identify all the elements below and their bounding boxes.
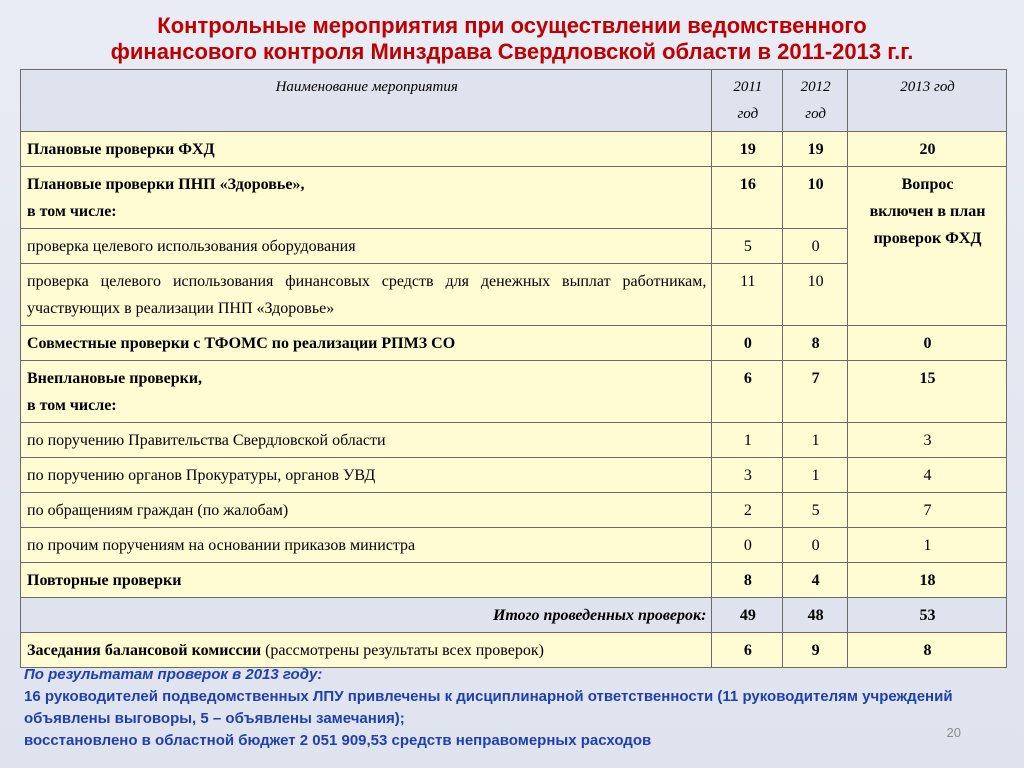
header-2011: 2011 год [712, 70, 783, 132]
cell-2011: 8 [712, 563, 783, 598]
cell-2011: 5 [712, 229, 783, 264]
cell-2011: 11 [712, 264, 783, 326]
cell-2013: 15 [848, 361, 1007, 423]
cell-2012: 1 [783, 458, 848, 493]
cell-2011: 3 [712, 458, 783, 493]
cell-2012: 8 [783, 326, 848, 361]
table-row [21, 423, 1007, 458]
row-name: Плановые проверки ФХД [21, 132, 712, 167]
cell-2012: 4 [783, 563, 848, 598]
table-row [21, 563, 1007, 598]
cell-2012: 48 [783, 598, 848, 633]
cell-2012: 7 [783, 361, 848, 423]
cell-2012: 10 [783, 167, 848, 229]
cell-2011: 19 [712, 132, 783, 167]
table-row [21, 493, 1007, 528]
row-name: Плановые проверки ПНП «Здоровье», в том числе: [21, 167, 712, 229]
cell-2011: 0 [712, 528, 783, 563]
row-name: Совместные проверки с ТФОМС по реализации РПМЗ СО [21, 326, 712, 361]
cell-2011: 49 [712, 598, 783, 633]
cell-2013: 4 [848, 458, 1007, 493]
row-name: проверка целевого использования финансовых средств для денежных выплат работникам, участвующих в реализации ПНП «Здоровье» [21, 264, 712, 326]
header-name: Наименование мероприятия [21, 70, 712, 132]
table-row [21, 132, 1007, 167]
table-total-row [21, 598, 1007, 633]
cell-2011: 0 [712, 326, 783, 361]
row-name: проверка целевого использования оборудования [21, 229, 712, 264]
note-line: 16 руководителей подведомственных ЛПУ привлечены к дисциплинарной ответственности (11 руководителям учреждений объявлены выговоры, 5 – объявлены замечания); [24, 688, 953, 727]
table-row [21, 633, 1007, 668]
page-number: 20 [946, 725, 961, 740]
row-name: Заседания балансовой комиссии (рассмотрены результаты всех проверок) [21, 633, 712, 668]
cell-2011: 2 [712, 493, 783, 528]
cell-2012: 5 [783, 493, 848, 528]
row-name: Внеплановые проверки, в том числе: [21, 361, 712, 423]
table-row [21, 167, 1007, 229]
cell-2013: 53 [848, 598, 1007, 633]
cell-2013: 1 [848, 528, 1007, 563]
cell-2013: 3 [848, 423, 1007, 458]
cell-2013: 8 [848, 633, 1007, 668]
cell-2013-merged: Вопрос включен в план проверок ФХД [848, 167, 1007, 326]
cell-2013: 0 [848, 326, 1007, 361]
table-row [21, 528, 1007, 563]
cell-2011: 1 [712, 423, 783, 458]
table-header-row [21, 70, 1007, 132]
slide-title [0, 13, 1024, 65]
title-line-1: Контрольные мероприятия при осуществлении ведомственного [157, 13, 867, 38]
cell-2011: 6 [712, 361, 783, 423]
row-name: по поручению органов Прокуратуры, органов УВД [21, 458, 712, 493]
cell-2012: 19 [783, 132, 848, 167]
cell-2012: 0 [783, 229, 848, 264]
row-name: по обращениям граждан (по жалобам) [21, 493, 712, 528]
cell-2012: 10 [783, 264, 848, 326]
cell-2012: 1 [783, 423, 848, 458]
cell-2012: 0 [783, 528, 848, 563]
cell-2013: 20 [848, 132, 1007, 167]
cell-2011: 16 [712, 167, 783, 229]
cell-2012: 9 [783, 633, 848, 668]
cell-2013: 18 [848, 563, 1007, 598]
note-line: восстановлено в областной бюджет 2 051 909,53 средств неправомерных расходов [24, 732, 652, 749]
note-heading: По результатам проверок в 2013 году: [24, 666, 323, 683]
inspections-table [20, 69, 1007, 668]
row-name: по прочим поручениям на основании приказов министра [21, 528, 712, 563]
cell-2011: 6 [712, 633, 783, 668]
cell-2013: 7 [848, 493, 1007, 528]
table-row [21, 326, 1007, 361]
header-2013: 2013 год [848, 70, 1007, 132]
row-name: Повторные проверки [21, 563, 712, 598]
header-2012: 2012 год [783, 70, 848, 132]
title-line-2: финансового контроля Минздрава Свердловской области в 2011-2013 г.г. [110, 39, 914, 64]
table-row [21, 458, 1007, 493]
row-name: по поручению Правительства Свердловской области [21, 423, 712, 458]
table-row [21, 361, 1007, 423]
row-name: Итого проведенных проверок: [21, 598, 712, 633]
results-note [24, 664, 1014, 752]
